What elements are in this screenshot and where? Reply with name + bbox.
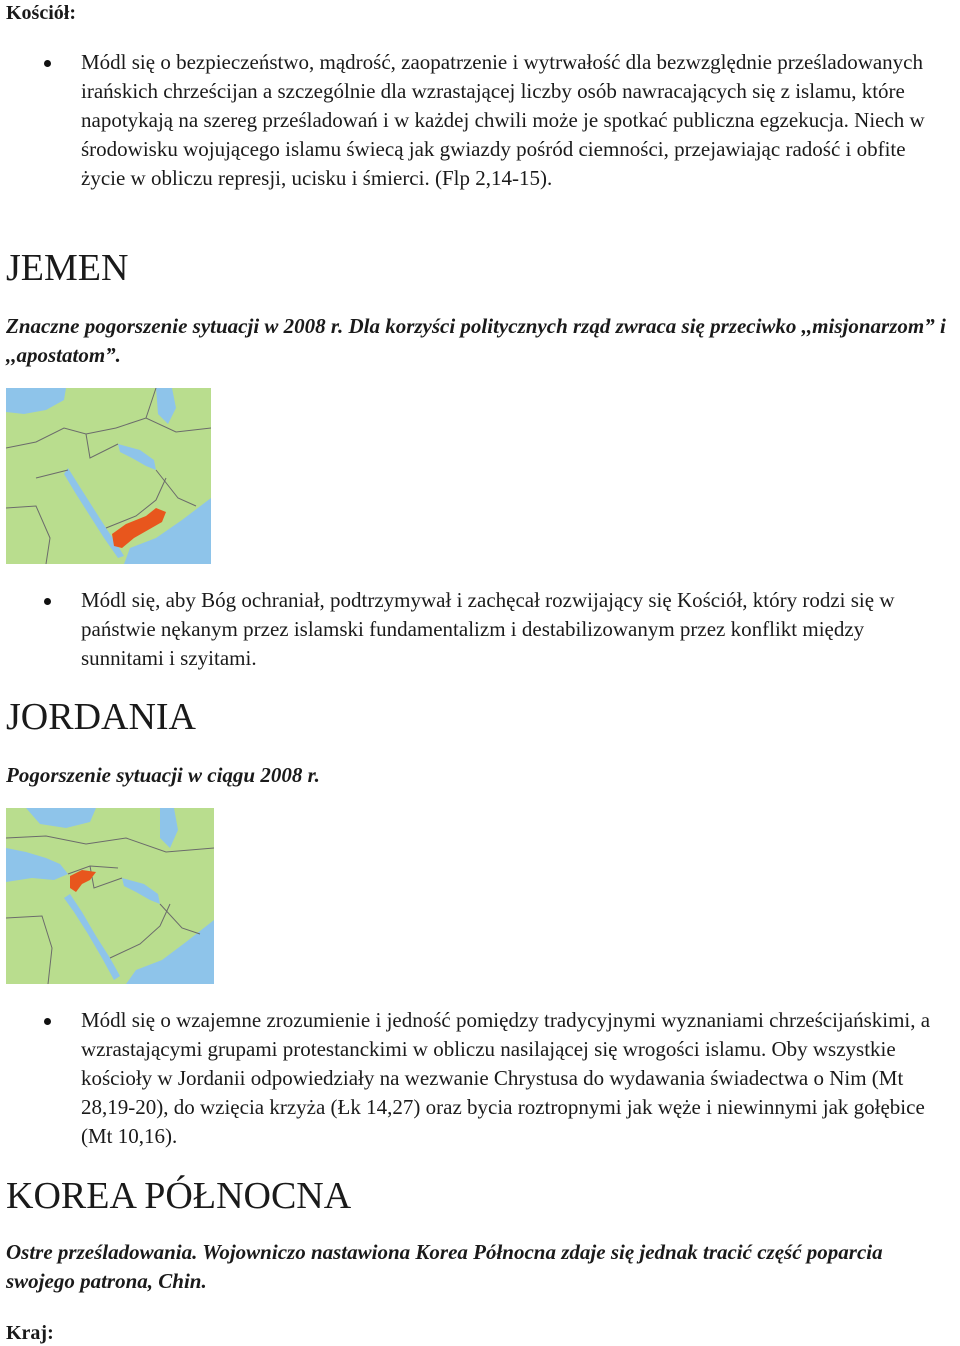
iran-prayer-item: [44, 48, 944, 193]
yemen-subtitle: Znaczne pogorszenie sytuacji w 2008 r. Dla korzyści politycznych rząd zwraca się przeciwko ,,misjonarzom” i ,,apostatom”.: [6, 314, 946, 367]
north-korea-subtitle: Ostre prześladowania. Wojowniczo nastawiona Korea Północna zdaje się jednak tracić część poparcia swojego patrona, Chin.: [6, 1240, 883, 1293]
yemen-title: JEMEN: [6, 247, 129, 289]
jordan-title: JORDANIA: [6, 696, 196, 738]
jordan-map: [6, 808, 214, 984]
bullet-icon: [44, 1018, 51, 1025]
jordan-prayer-text: Módl się o wzajemne zrozumienie i jedność pomiędzy tradycyjnymi wyznaniami chrześcijańskimi, a wzrastającymi grupami protestanckimi w obliczu nasilającej się wrogości islamu. Oby wszystkie kościoły w Jordanii odpowiedziały na wezwanie Chrystusa do wydawania świadectwa o Nim (Mt 28,19-20), do wzięcia krzyża (Łk 14,27) oraz bycia roztropnymi jak węże i niewinnymi jak gołębice (Mt 10,16).: [81, 1008, 931, 1148]
yemen-prayer-text: Módl się, aby Bóg ochraniał, podtrzymywał i zachęcał rozwijający się Kościół, który rodzi się w państwie nękanym przez islamski fundamentalizm i destabilizowanym przez konflikt między sunnitami i szyitami.: [81, 588, 895, 670]
yemen-map: [6, 388, 211, 564]
country-label: Kraj:: [6, 1322, 54, 1344]
jordan-prayer-item: [44, 1006, 944, 1151]
jordan-subtitle: Pogorszenie sytuacji w ciągu 2008 r.: [6, 763, 320, 787]
north-korea-title: KOREA PÓŁNOCNA: [6, 1175, 352, 1217]
bullet-icon: [44, 598, 51, 605]
yemen-prayer-item: [44, 586, 944, 673]
church-label: Kościół:: [6, 2, 76, 24]
iran-prayer-text: Módl się o bezpieczeństwo, mądrość, zaopatrzenie i wytrwałość dla bezwzględnie prześladowanych irańskich chrześcijan a szczególnie dla wzrastającej liczby osób nawracających się z islamu, które napotykają na szereg prześladowań i w każdej chwili może je spotkać publiczna egzekucja. Niech w środowisku wojującego islamu świecą jak gwiazdy pośród ciemności, przejawiając radość i obfite życie w obliczu represji, ucisku i śmierci. (Flp 2,14-15).: [81, 50, 925, 190]
bullet-icon: [44, 60, 51, 67]
